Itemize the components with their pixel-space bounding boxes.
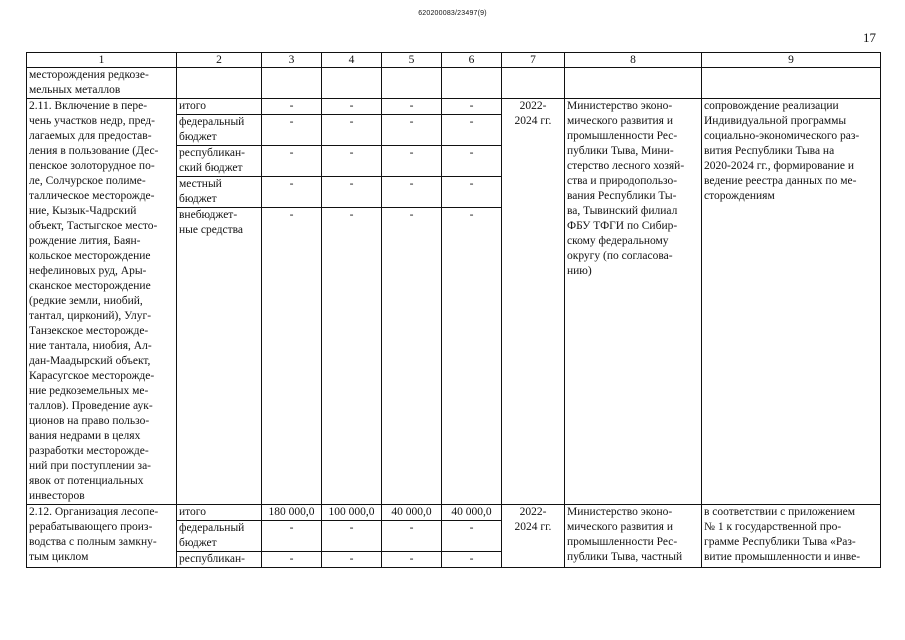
empty-cell: [502, 68, 565, 99]
value-cell: -: [382, 552, 442, 568]
program-table: [26, 52, 881, 568]
column-number: 2: [177, 53, 262, 68]
value-cell: -: [322, 521, 382, 552]
column-number: 8: [565, 53, 702, 68]
value-cell: 180 000,0: [262, 505, 322, 521]
funding-source: итого: [177, 505, 262, 521]
value-cell: 100 000,0: [322, 505, 382, 521]
value-cell: -: [442, 177, 502, 208]
column-number: 1: [27, 53, 177, 68]
value-cell: -: [322, 552, 382, 568]
empty-cell: [382, 68, 442, 99]
value-cell: -: [382, 99, 442, 115]
measure-cell: 2.12. Организация лесопе- рерабатывающего произ- водства с полным замкну- тым циклом: [27, 505, 177, 568]
value-cell: -: [442, 521, 502, 552]
empty-cell: [262, 68, 322, 99]
funding-source: республикан-: [177, 552, 262, 568]
empty-cell: [442, 68, 502, 99]
value-cell: -: [442, 208, 502, 505]
funding-source: местный бюджет: [177, 177, 262, 208]
value-cell: -: [262, 208, 322, 505]
column-number: 7: [502, 53, 565, 68]
column-number: 5: [382, 53, 442, 68]
value-cell: -: [382, 115, 442, 146]
value-cell: 40 000,0: [442, 505, 502, 521]
value-cell: -: [382, 146, 442, 177]
funding-source: внебюджет- ные средства: [177, 208, 262, 505]
value-cell: -: [262, 552, 322, 568]
executor-cell: Министерство эконо- мического развития и промышленности Рес- публики Тыва, частный: [565, 505, 702, 568]
measure-cell: 2.11. Включение в пере- чень участков недр, пред- лагаемых для предостав- ления в пользование (Дес- пенское золоторудное по- ле, Солчурское полиме- таллическое месторожде- ние, Кызык-Чадрский объект, Тастыгское место- рождение лития, Баян- кольское месторождение нефелиновых руд, Ары- сканское месторождение (редкие земли, ниобий, тантал, цирконий), Улуг- Танзекское месторожде- ние тантала, ниобия, Ал- дан-Маадырский объект, Карасугское месторожде- ние редкоземельных ме- таллов). Проведение аук- ционов на право пользо- вания недрами в целях разработки месторожде- ний при поступлении за- явок от потенциальных инвесторов: [27, 99, 177, 505]
value-cell: -: [322, 177, 382, 208]
measure-cell: месторождения редкозе- мельных металлов: [27, 68, 177, 99]
value-cell: -: [262, 177, 322, 208]
value-cell: -: [382, 208, 442, 505]
value-cell: -: [322, 99, 382, 115]
result-cell: в соответствии с приложением № 1 к государственной про- грамме Республики Тыва «Раз- витие промышленности и инве-: [702, 505, 881, 568]
empty-cell: [322, 68, 382, 99]
value-cell: -: [442, 146, 502, 177]
period-cell: 2022- 2024 гг.: [502, 99, 565, 505]
column-number-row: [27, 53, 881, 68]
column-number: 6: [442, 53, 502, 68]
value-cell: -: [262, 99, 322, 115]
value-cell: -: [442, 552, 502, 568]
value-cell: -: [262, 115, 322, 146]
value-cell: -: [322, 115, 382, 146]
result-cell: сопровождение реализации Индивидуальной программы социально-экономического раз- вития Республики Тыва на 2020-2024 гг., формирование и ведение реестра данных по ме- сторождениям: [702, 99, 881, 505]
value-cell: -: [262, 521, 322, 552]
carry-over-row: [27, 68, 881, 99]
value-cell: -: [442, 115, 502, 146]
value-cell: -: [442, 99, 502, 115]
funding-source: федеральный бюджет: [177, 521, 262, 552]
funding-source: федеральный бюджет: [177, 115, 262, 146]
value-cell: -: [322, 208, 382, 505]
value-cell: -: [382, 177, 442, 208]
table-row: [27, 505, 881, 521]
funding-source: итого: [177, 99, 262, 115]
value-cell: 40 000,0: [382, 505, 442, 521]
value-cell: -: [322, 146, 382, 177]
value-cell: -: [262, 146, 322, 177]
column-number: 4: [322, 53, 382, 68]
value-cell: -: [382, 521, 442, 552]
funding-source: республикан- ский бюджет: [177, 146, 262, 177]
document-id: 620200083/23497(9): [418, 10, 487, 17]
table-row: [27, 99, 881, 115]
period-cell: 2022- 2024 гг.: [502, 505, 565, 568]
executor-cell: Министерство эконо- мического развития и промышленности Рес- публики Тыва, Мини- стерство лесного хозяй- ства и природопользо- вания Республики Ты- ва, Тывинский филиал ФБУ ТФГИ по Сибир- скому федеральному округу (по согласова- нию): [565, 99, 702, 505]
empty-cell: [702, 68, 881, 99]
page-number: 17: [863, 30, 876, 45]
column-number: 9: [702, 53, 881, 68]
empty-cell: [177, 68, 262, 99]
empty-cell: [565, 68, 702, 99]
column-number: 3: [262, 53, 322, 68]
